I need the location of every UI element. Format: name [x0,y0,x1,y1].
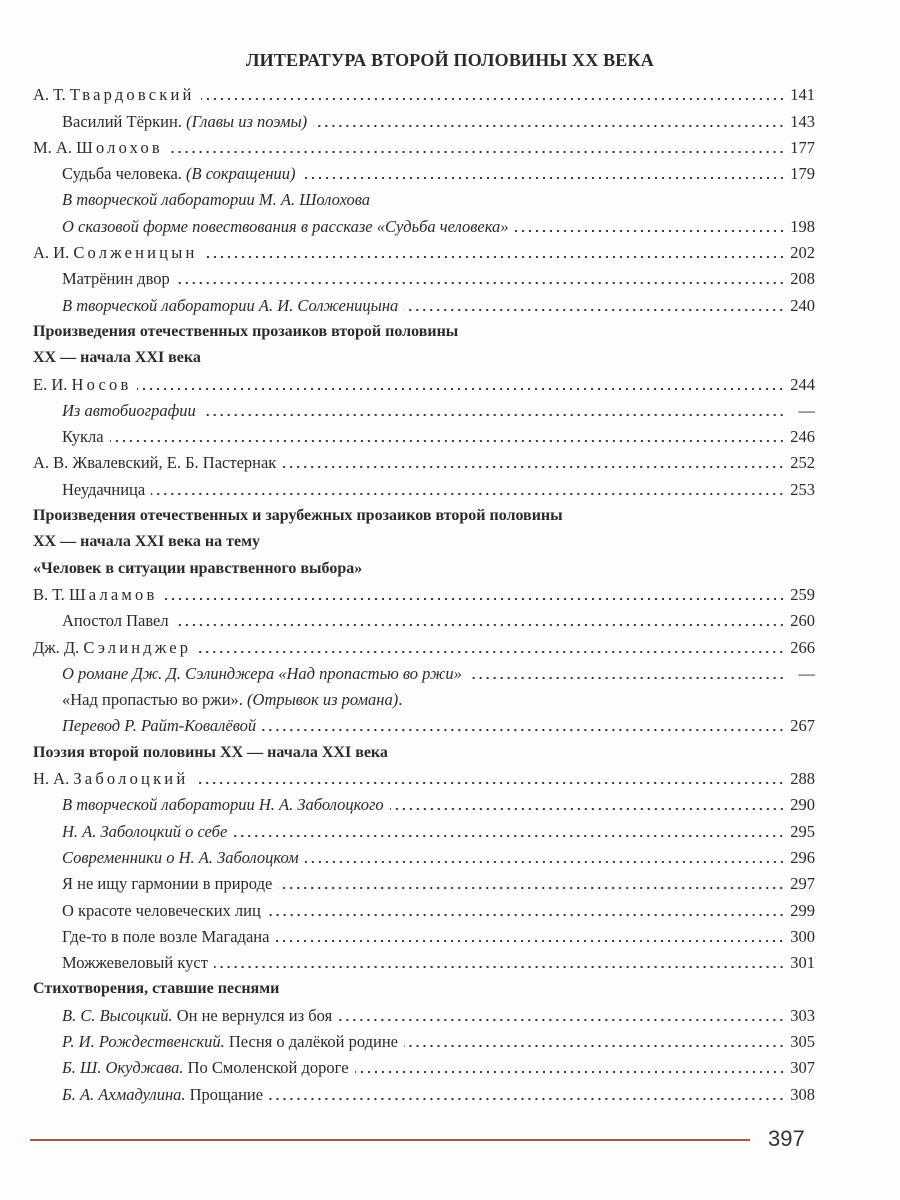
entry-title [33,453,276,473]
entry-page: 290 [790,795,815,815]
entry-title-part: Я не ищу гармонии в природе [62,874,273,894]
toc-entry-work [33,289,815,315]
entry-title [62,874,272,894]
entry-page: 260 [790,611,815,631]
entry-title [33,559,362,579]
entry-page: 295 [790,821,815,841]
entry-title-part: XX — начала XXI века [33,349,201,367]
toc-entry-work [33,473,815,499]
entry-title-part: Из автобиографии [62,400,196,420]
dot-leader [338,1018,785,1022]
entry-title-part: Е. И. [33,374,72,394]
entry-page: 253 [790,479,815,499]
toc-entry-work [33,947,815,973]
entry-title [33,506,563,526]
dot-leader [302,176,786,180]
entry-title-part: Перевод Р. Райт-Ковалёвой [62,716,257,736]
entry-title [33,979,279,999]
entry-title-part: XX — начала XXI века на тему [33,533,260,551]
entry-title-part: По Смоленской дороге [183,1058,349,1078]
entry-title-part: Шаламов [68,584,158,604]
entry-page: 141 [790,85,815,105]
entry-title-part: . [398,690,403,710]
toc-entry-work [33,789,815,815]
entry-title [62,664,462,684]
dot-leader [305,860,785,864]
entry-title-part: М. А. [33,137,77,157]
entry-title-part: Апостол Павел [62,611,169,631]
toc-section-heading [33,526,815,552]
entry-title-part: А. Т. [33,85,70,105]
entry-title [62,190,370,210]
toc-entry-work [33,263,815,289]
toc-entry-work [33,894,815,920]
toc-entry-work [33,684,815,710]
dot-leader [282,465,785,469]
entry-title-part: А. В. Жвалевский, Е. Б. Пастернак [33,453,277,473]
entry-title [62,427,104,447]
entry-page: 307 [790,1058,815,1078]
dot-leader [194,781,785,785]
toc-entry-work [33,658,815,684]
toc-entry-author [33,447,815,473]
entry-title [62,848,299,868]
entry-page: 244 [790,374,815,394]
entry-title-part: Шолохов [76,137,163,157]
dot-leader [515,229,785,233]
entry-title [33,322,458,342]
toc-entry-work [33,921,815,947]
dot-leader [197,650,785,654]
toc-entry-work [33,710,815,736]
entry-title [62,1058,349,1078]
entry-title-part: О красоте человеческих лиц [62,900,261,920]
entry-title-part: Судьба человека. [62,164,187,184]
entry-title-part: Н. А. Заболоцкий о себе [62,821,228,841]
entry-title [33,138,163,158]
entry-title-part: Можжевеловый куст [62,953,208,973]
entry-title-part: Твардовский [69,85,195,105]
entry-page: 299 [790,900,815,920]
entry-title [33,375,131,395]
entry-title [33,638,191,658]
footer-rule [30,1139,750,1141]
entry-title-part: Произведения отечественных прозаиков второй половины [33,322,459,340]
entry-title [62,269,170,289]
entry-title [62,1085,263,1105]
toc-entry-author [33,237,815,263]
dot-leader [164,597,786,601]
dot-leader [169,150,785,154]
toc-section-heading [33,552,815,578]
entry-title-part: Заболоцкий [73,769,189,789]
entry-page: 240 [790,295,815,315]
entry-title-part: Матрёнин двор [62,269,170,289]
page-number: 397 [768,1126,805,1151]
entry-page: 296 [790,847,815,867]
entry-title [62,927,269,947]
toc-section-heading [33,342,815,368]
entry-title-part: О романе Дж. Д. Сэлинджера «Над пропастью во ржи» [62,663,462,683]
toc-entry-work [33,1052,815,1078]
entry-title [62,112,307,132]
entry-title-part: В творческой лаборатории Н. А. Заболоцкого [62,795,384,815]
toc-entry-work [33,421,815,447]
entry-page: 301 [790,953,815,973]
entry-title-part: Солженицын [73,243,198,263]
entry-page: 267 [790,716,815,736]
entry-title-part: (Отрывок из романа) [247,690,399,710]
dot-leader [175,623,785,627]
entry-title-part: Произведения отечественных и зарубежных прозаиков второй половины [33,507,563,525]
entry-title [62,901,261,921]
toc-entry-work [33,210,815,236]
entry-title [62,217,509,237]
toc-section-heading [33,500,815,526]
entry-page: 297 [790,874,815,894]
table-of-contents [33,79,815,1105]
entry-title-part: Кукла [62,427,104,447]
entry-page: 259 [790,584,815,604]
entry-title-part: Р. И. Рождественский. [62,1031,225,1051]
toc-entry-work [33,1026,815,1052]
toc-entry-work [33,815,815,841]
entry-title-part: Неудачница [62,479,146,499]
toc-entry-author [33,763,815,789]
dot-leader [404,308,785,312]
entry-title-part: Василий Тёркин. [62,111,187,131]
toc-entry-author [33,132,815,158]
entry-title [62,296,398,316]
entry-page: 288 [790,769,815,789]
dot-leader [404,1044,785,1048]
entry-title [62,401,196,421]
toc-entry-author [33,368,815,394]
dot-leader [355,1070,785,1074]
dot-leader [390,807,785,811]
entry-title-part: Современники о Н. А. Заболоцком [62,847,299,867]
entry-title [62,795,384,815]
dot-leader [214,965,785,969]
toc-entry-work [33,868,815,894]
entry-title-part: Н. А. [33,769,74,789]
toc-entry-work [33,605,815,631]
entry-title-part: Песня о далёкой родине [224,1031,398,1051]
entry-title-part: Стихотворения, ставшие песнями [33,980,280,998]
entry-title-part: Б. А. Ахмадулина. [62,1084,186,1104]
toc-entry-author [33,579,815,605]
entry-page: 305 [790,1031,815,1051]
entry-title-part: В. Т. [33,584,69,604]
entry-title [33,532,260,552]
entry-page: 252 [790,453,815,473]
toc-entry-work [33,842,815,868]
toc-section-heading [33,736,815,762]
dot-leader [267,913,785,917]
entry-title [33,769,188,789]
entry-page: 300 [790,926,815,946]
toc-entry-work [33,184,815,210]
entry-title [33,743,388,763]
dot-leader [110,439,785,443]
entry-title [62,1032,398,1052]
toc-entry-work [33,158,815,184]
dot-leader [151,492,785,496]
entry-page: 202 [790,243,815,263]
entry-page: 246 [790,427,815,447]
dot-leader [275,939,785,943]
entry-title [62,822,227,842]
dot-leader [262,728,785,732]
entry-page: 179 [790,164,815,184]
entry-title [33,85,195,105]
entry-title [33,348,201,368]
dot-leader [137,387,785,391]
entry-title-part: Он не вернулся из боя [172,1005,333,1025]
section-title: ЛИТЕРАТУРА ВТОРОЙ ПОЛОВИНЫ XX ВЕКА [246,50,654,70]
entry-page: 303 [790,1005,815,1025]
entry-title [62,480,145,500]
toc-entry-work [33,999,815,1025]
dot-leader [176,281,785,285]
entry-title-part: Прощание [185,1084,264,1104]
dot-leader [269,1097,785,1101]
entry-title-part: Поэзия второй половины XX — начала XXI века [33,743,388,761]
entry-page: 308 [790,1084,815,1104]
entry-title-part: (В сокращении) [186,164,296,184]
entry-title-part: Где-то в поле возле Магадана [62,926,270,946]
entry-page: 198 [790,216,815,236]
entry-title [62,953,208,973]
dot-leader [313,124,785,128]
dot-leader [204,255,785,259]
entry-title [62,611,169,631]
entry-title [62,1006,332,1026]
entry-page: — [798,663,815,683]
entry-title [33,243,198,263]
dot-leader [468,676,785,680]
toc-entry-author [33,631,815,657]
entry-title-part: Сэлинджер [83,637,192,657]
toc-entry-work [33,105,815,131]
dot-leader [202,413,785,417]
dot-leader [278,886,785,890]
toc-entry-author [33,79,815,105]
toc-entry-work [33,395,815,421]
entry-title-part: О сказовой форме повествования в рассказе «Судьба человека» [62,216,509,236]
entry-title-part: В творческой лаборатории А. И. Солженицына [62,295,399,315]
toc-entry-work [33,1078,815,1104]
entry-title [62,164,296,184]
dot-leader [201,97,785,101]
entry-title-part: В творческой лаборатории М. А. Шолохова [62,190,371,210]
entry-title-part: А. И. [33,243,74,263]
entry-page: 143 [790,111,815,131]
entry-page: — [798,400,815,420]
entry-title-part: «Человек в ситуации нравственного выбора» [33,559,363,577]
toc-section-heading [33,316,815,342]
entry-title-part: «Над пропастью во ржи». [62,690,248,710]
entry-page: 177 [790,137,815,157]
dot-leader [233,834,785,838]
entry-title-part: Носов [71,374,132,394]
entry-title-part: Б. Ш. Окуджава. [62,1058,184,1078]
entry-title [62,716,256,736]
entry-page: 208 [790,269,815,289]
entry-title [62,690,402,710]
entry-title-part: В. С. Высоцкий. [62,1005,173,1025]
toc-section-heading [33,973,815,999]
entry-page: 266 [790,637,815,657]
entry-title [33,585,158,605]
entry-title-part: (Главы из поэмы) [186,111,308,131]
entry-title-part: Дж. Д. [33,637,84,657]
